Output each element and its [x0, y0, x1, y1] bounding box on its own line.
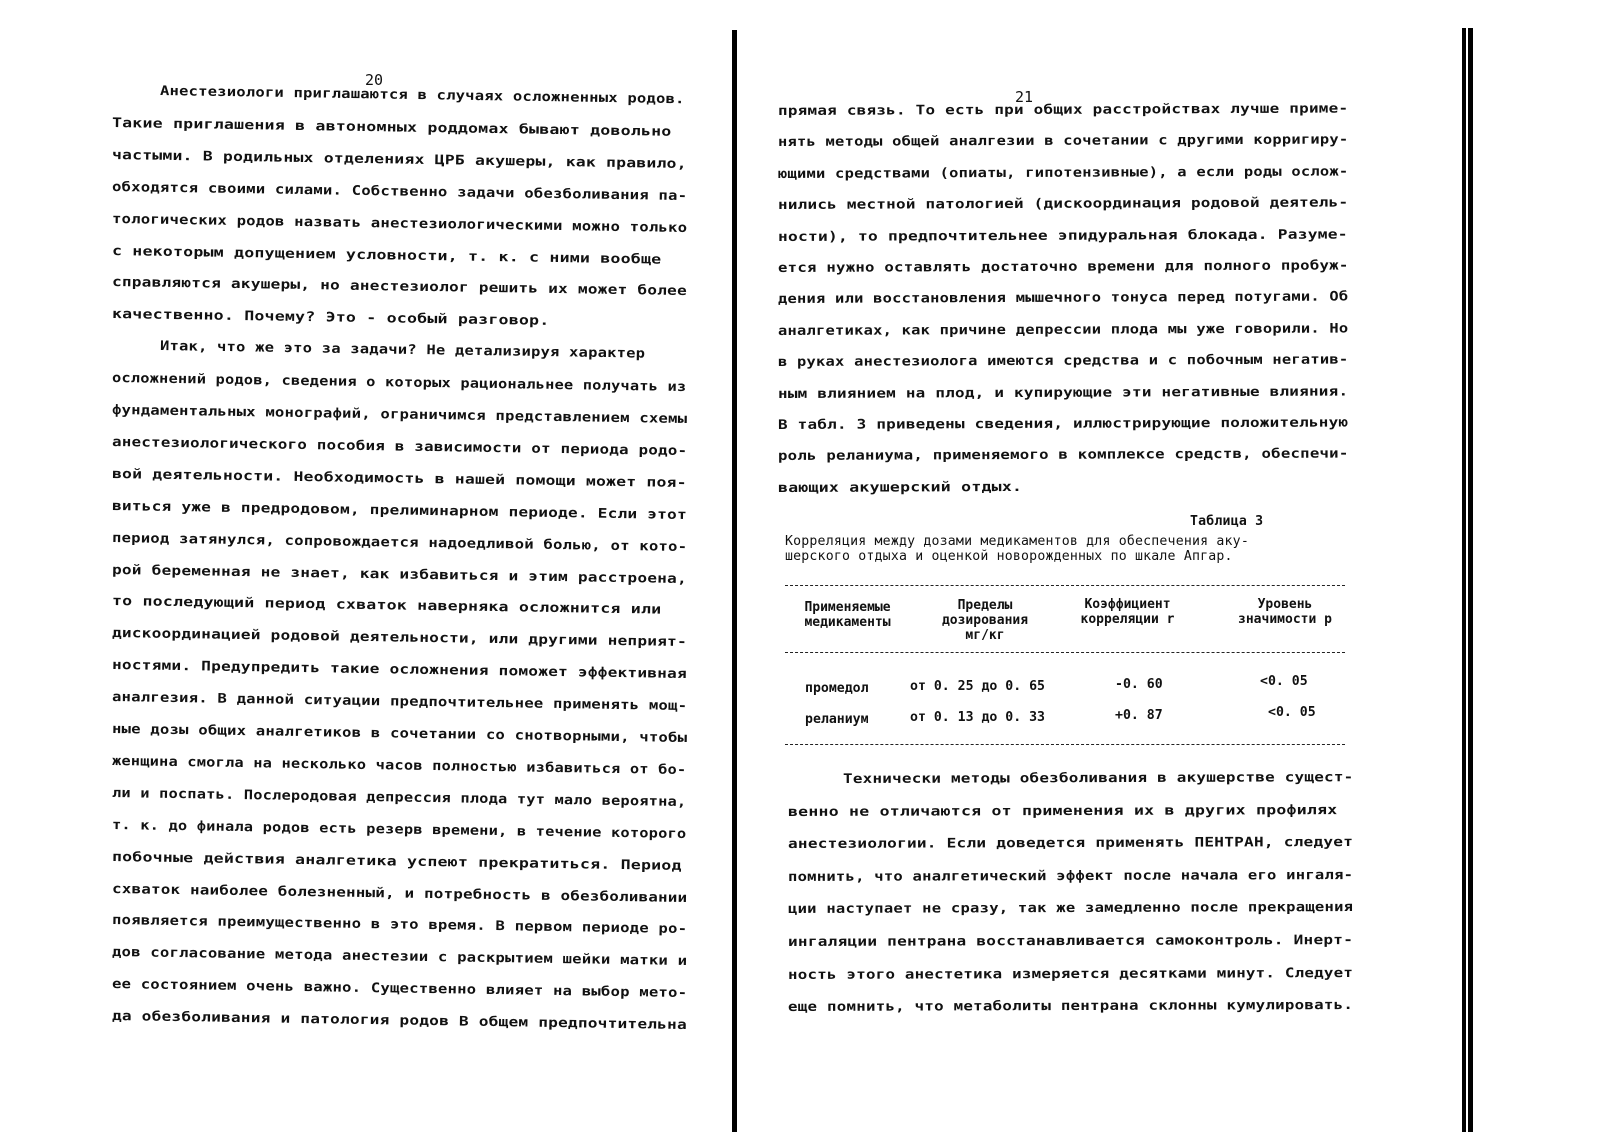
text-line: схваток наиболее болезненный, и потребность в обезболивании: [111, 881, 688, 906]
table-cell: <0. 05: [1260, 674, 1308, 689]
table-caption: Корреляция между дозами медикаментов для обеспечения аку-: [785, 534, 1249, 549]
text-line: Такие приглашения в автономных роддомах бывают довольно: [111, 115, 672, 140]
text-line: вой деятельности. Необходимость в нашей помощи может поя-: [111, 466, 687, 491]
text-line: ее состоянием очень важно. Существенно влияет на выбор мето-: [111, 977, 688, 1002]
text-line: появляется преимущественно в это время. В первом периоде ро-: [111, 913, 688, 938]
text-line: ли и поспать. Послеродовая депрессия плода тут мало вероятна,: [111, 785, 687, 810]
text-line: тологических родов назвать анестезиологическими можно только: [111, 211, 688, 236]
text-line: нились местной патологией (дискоординация родовой деятель-: [777, 195, 1349, 214]
text-line: то последующий период схваток наверняка осложнится или: [111, 594, 662, 619]
page-number: 20: [365, 71, 384, 89]
text-line: ности), то предпочтительнее эпидуральная блокада. Разуме-: [777, 227, 1348, 245]
text-line: в руках анестезиолога имеются средства и с побочным негатив-: [777, 352, 1349, 371]
text-line: венно не отличаются от применения их в других профилях: [787, 802, 1338, 820]
text-line: ность этого анестетика измеряется десятками минут. Следует: [787, 965, 1354, 983]
text-line: аналгетиках, как причине депрессии плода мы уже говорили. Но: [777, 321, 1349, 339]
text-line: Технически методы обезболивания в акушерстве сущест-: [842, 770, 1354, 787]
text-line: да обезболивания и патология родов В общем предпочтительна: [111, 1009, 688, 1034]
text-line: анестезиологии. Если доведется применять ПЕНТРАН, следует: [787, 835, 1354, 853]
text-line: нять методы общей аналгезии в сочетании с другими корригиру-: [777, 132, 1349, 151]
text-line: Анестезиологи приглашаются в случаях осложненных родов.: [159, 84, 685, 108]
text-line: с некоторым допущением условности, т. к. с ними вообще: [111, 243, 662, 268]
text-line: ным влиянием на плод, и купирующие эти негативные влияния.: [777, 384, 1349, 402]
text-line: ностями. Предупредить такие осложнения поможет эффективная: [111, 658, 688, 683]
text-line: Итак, что же это за задачи? Не детализируя характер: [159, 339, 646, 362]
table-cell: от 0. 13 до 0. 33: [910, 710, 1045, 725]
table-header-cell: Коэффициент корреляции r: [1080, 597, 1175, 627]
table-rule-header: [785, 652, 1345, 653]
table-rule-bottom: [785, 744, 1345, 745]
text-line: период затянулся, сопровождается надоедливой болью, от кото-: [111, 530, 688, 555]
page-gutter-line: [732, 30, 737, 1132]
text-line: частыми. В родильных отделениях ЦРБ акушеры, как правило,: [111, 147, 687, 172]
table-cell: +0. 87: [1115, 708, 1163, 723]
text-line: роль реланиума, применяемого в комплексе средств, обеспечи-: [777, 446, 1349, 465]
text-line: дискоординацией родовой деятельности, или другими неприят-: [111, 626, 688, 651]
text-line: еще помнить, что метаболиты пентрана склонны кумулировать.: [787, 998, 1354, 1016]
table-cell: промедол: [805, 681, 869, 696]
table-cell: -0. 60: [1115, 677, 1163, 692]
text-line: рой беременная не знает, как избавиться и этим расстроена,: [111, 562, 688, 587]
text-line: справляются акушеры, но анестезиолог решить их может более: [111, 275, 688, 300]
text-line: виться уже в предродовом, прелиминарном периоде. Если этот: [111, 498, 688, 523]
text-line: вающих акушерский отдых.: [777, 479, 1023, 496]
page-edge-line: [1462, 28, 1466, 1132]
table-cell: <0. 05: [1268, 705, 1316, 720]
text-line: ции наступает не сразу, так же замедленно после прекращения: [787, 900, 1354, 918]
text-line: женщина смогла на несколько часов полностью избавиться от бо-: [111, 753, 687, 778]
text-line: прямая связь. То есть при общих расстройствах лучше приме-: [777, 101, 1349, 119]
text-line: фундаментальных монографий, ограничимся представлением схемы: [111, 403, 688, 428]
text-line: ется нужно оставлять достаточно времени для полного пробуж-: [777, 258, 1349, 276]
text-line: помнить, что аналгетический эффект после начала его ингаля-: [787, 867, 1354, 885]
left-page: [0, 0, 740, 1132]
table-header-cell: Применяемые медикаменты: [804, 600, 891, 630]
table-header-cell: Уровень значимости р: [1238, 597, 1332, 627]
text-line: качественно. Почему? Это - особый разговор.: [111, 307, 550, 330]
table-caption: шерского отдыха и оценкой новорожденных по шкале Апгар.: [785, 549, 1233, 564]
text-line: ные дозы общих аналгетиков в сочетании со снотворными, чтобы: [111, 722, 688, 747]
text-line: дения или восстановления мышечного тонуса перед потугами. Об: [777, 289, 1349, 308]
right-page: [760, 0, 1460, 1132]
text-line: аналгезия. В данной ситуации предпочтительнее применять мощ-: [111, 690, 688, 715]
page-edge-line: [1468, 28, 1473, 1132]
table-cell: от 0. 25 до 0. 65: [910, 679, 1045, 694]
text-line: дов согласование метода анестезии с раскрытием шейки матки и: [111, 945, 688, 970]
text-line: ингаляции пентрана восстанавливается самоконтроль. Инерт-: [787, 933, 1354, 950]
text-line: т. к. до финала родов есть резерв времени, в течение которого: [111, 817, 687, 842]
text-line: анестезиологического пособия в зависимости от периода родо-: [111, 434, 688, 459]
table-header-cell: Пределы дозирования мг/кг: [941, 598, 1029, 643]
table-cell: реланиум: [805, 712, 869, 727]
text-line: ющими средствами (опиаты, гипотензивные), а если роды ослож-: [777, 164, 1349, 182]
table-rule-top: [785, 585, 1345, 586]
text-line: обходятся своими силами. Собственно задачи обезболивания па-: [111, 179, 688, 204]
text-line: В табл. 3 приведены сведения, иллюстрирующие положительную: [777, 415, 1349, 433]
text-line: побочные действия аналгетика успеют прекратиться. Период: [111, 849, 682, 874]
page-number: 21: [1015, 88, 1034, 106]
table-label: Таблица 3: [1190, 514, 1264, 529]
text-line: осложнений родов, сведения о которых рациональнее получать из: [111, 371, 687, 396]
